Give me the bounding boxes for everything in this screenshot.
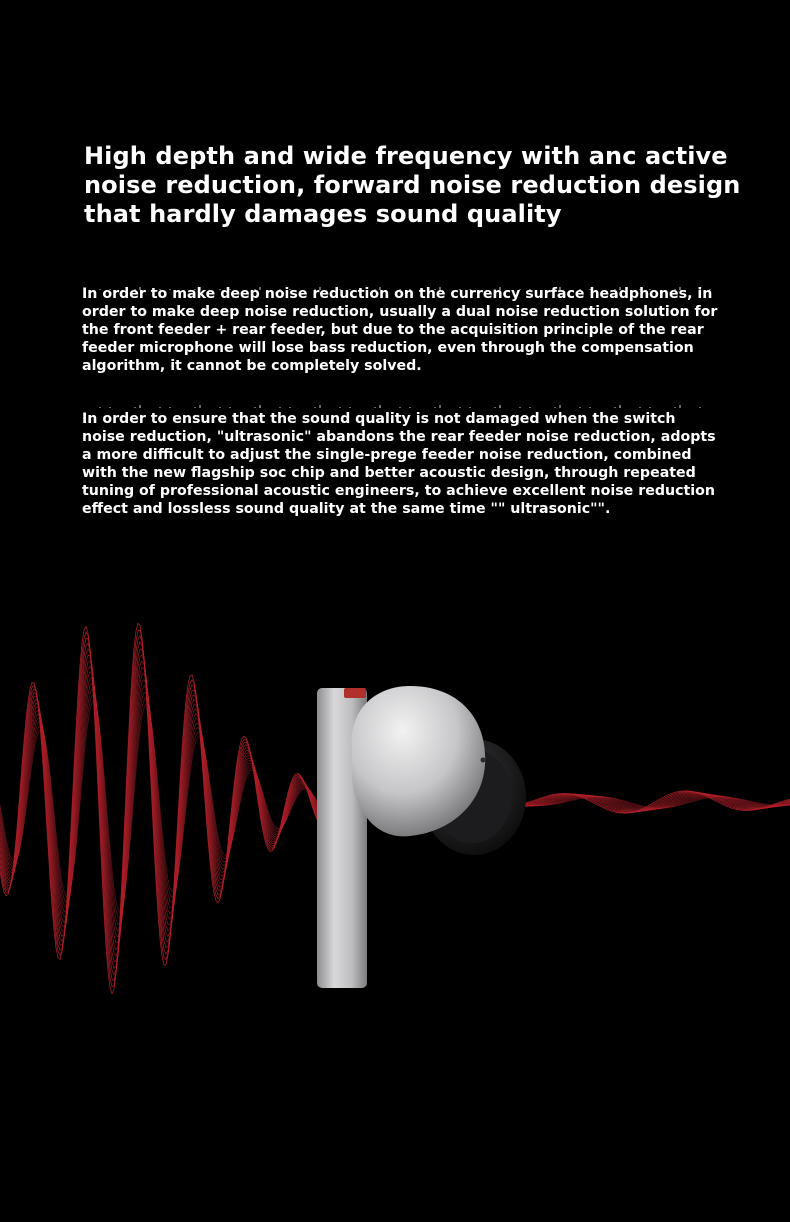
earbud-illustration — [0, 600, 790, 1020]
text-artifact-strip — [84, 400, 709, 408]
earbud-sensor — [481, 758, 486, 763]
earbud-stem-cap — [344, 688, 366, 698]
paragraph-rear-feeder: In order to make deep noise reduction on the currency surface headphones, in order to make deep noise reduction, usually a dual noise reduction solution for the front feeder + rear feeder, but due to the acquisition principle of the rear feeder microphone will lose bass reduction, even through the compensation algorithm, it cannot be completely solved. — [82, 286, 718, 374]
headline: High depth and wide frequency with anc active noise reduction, forward noise reduction design that hardly damages sound quality — [84, 142, 741, 228]
paragraph-single-feeder: In order to ensure that the sound quality is not damaged when the switch noise reduction, "ultrasonic" abandons the rear feeder noise reduction, adopts a more difficult to adjust the single-prege feeder noise reduction, combined with the new flagship soc chip and better acoustic design, through repeated tuning of professional acoustic engineers, to achieve excellent noise reduction effect and lossless sound quality at the same time "" ultrasonic"". — [82, 411, 716, 517]
earbud — [317, 686, 526, 988]
